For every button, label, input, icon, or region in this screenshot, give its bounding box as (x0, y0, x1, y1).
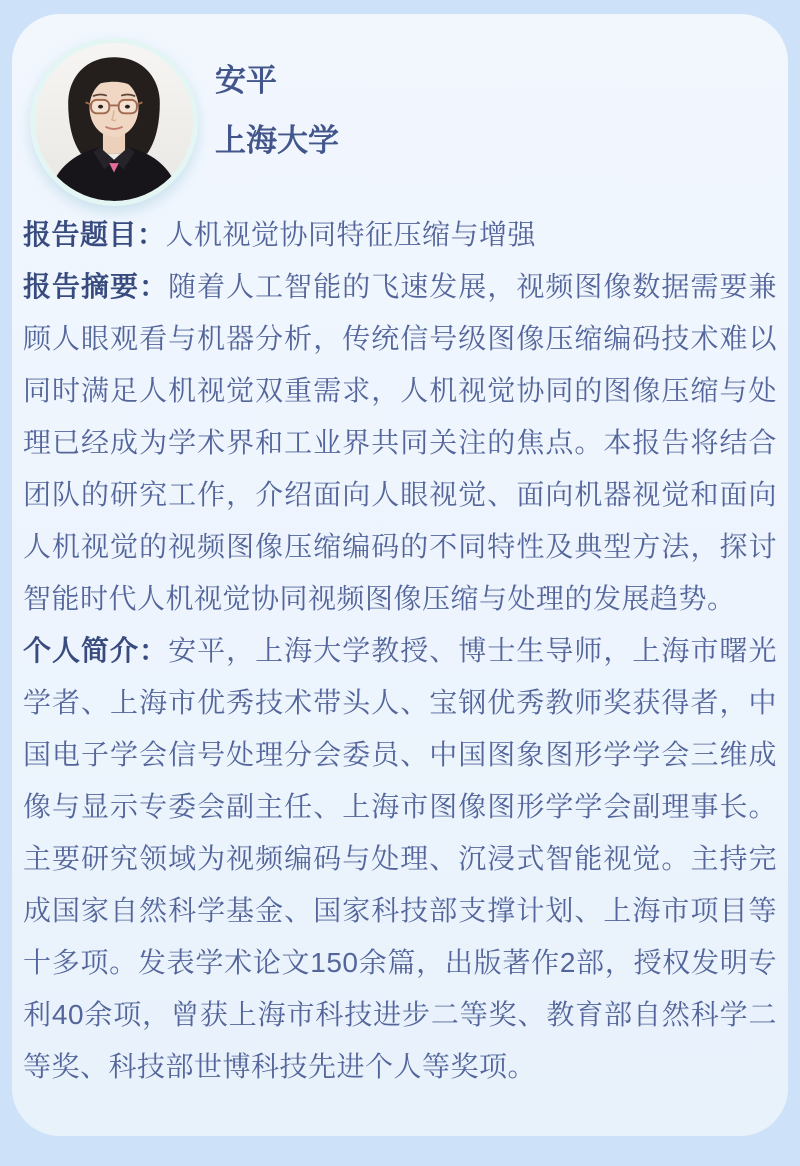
speaker-portrait-illustration (35, 43, 193, 201)
personal-bio-section (23, 625, 777, 1093)
personal-bio-label: 个人简介： (23, 635, 169, 666)
speaker-profile-card (12, 14, 788, 1136)
speaker-avatar (30, 38, 198, 206)
speaker-affiliation: 上海大学 (215, 123, 339, 158)
report-abstract-section (23, 261, 777, 625)
speaker-name: 安平 (215, 63, 277, 98)
report-abstract-label: 报告摘要： (23, 271, 169, 302)
speaker-identity (215, 64, 339, 158)
report-title-text: 人机视觉协同特征压缩与增强 (165, 219, 537, 250)
report-title-section (23, 209, 777, 261)
bio-content (23, 209, 777, 1093)
personal-bio-text: 安平，上海大学教授、博士生导师，上海市曙光学者、上海市优秀技术带头人、宝钢优秀教师奖获得者，中国电子学会信号处理分会委员、中国图象图形学学会三维成像与显示专委会副主任、上海市图像图形学学会副理事长。主要研究领域为视频编码与处理、沉浸式智能视觉。主持完成国家自然科学基金、国家科技部支撑计划、上海市项目等十多项。发表学术论文150余篇，出版著作2部，授权发明专利40余项，曾获上海市科技进步二等奖、教育部自然科学二等奖、科技部世博科技先进个人等奖项。 (23, 635, 777, 1082)
report-title-label: 报告题目： (23, 219, 166, 250)
report-abstract-text: 随着人工智能的飞速发展，视频图像数据需要兼顾人眼观看与机器分析，传统信号级图像压缩编码技术难以同时满足人机视觉双重需求，人机视觉协同的图像压缩与处理已经成为学术界和工业界共同关注的焦点。本报告将结合团队的研究工作，介绍面向人眼视觉、面向机器视觉和面向人机视觉的视频图像压缩编码的不同特性及典型方法，探讨智能时代人机视觉协同视频图像压缩与处理的发展趋势。 (23, 271, 777, 614)
